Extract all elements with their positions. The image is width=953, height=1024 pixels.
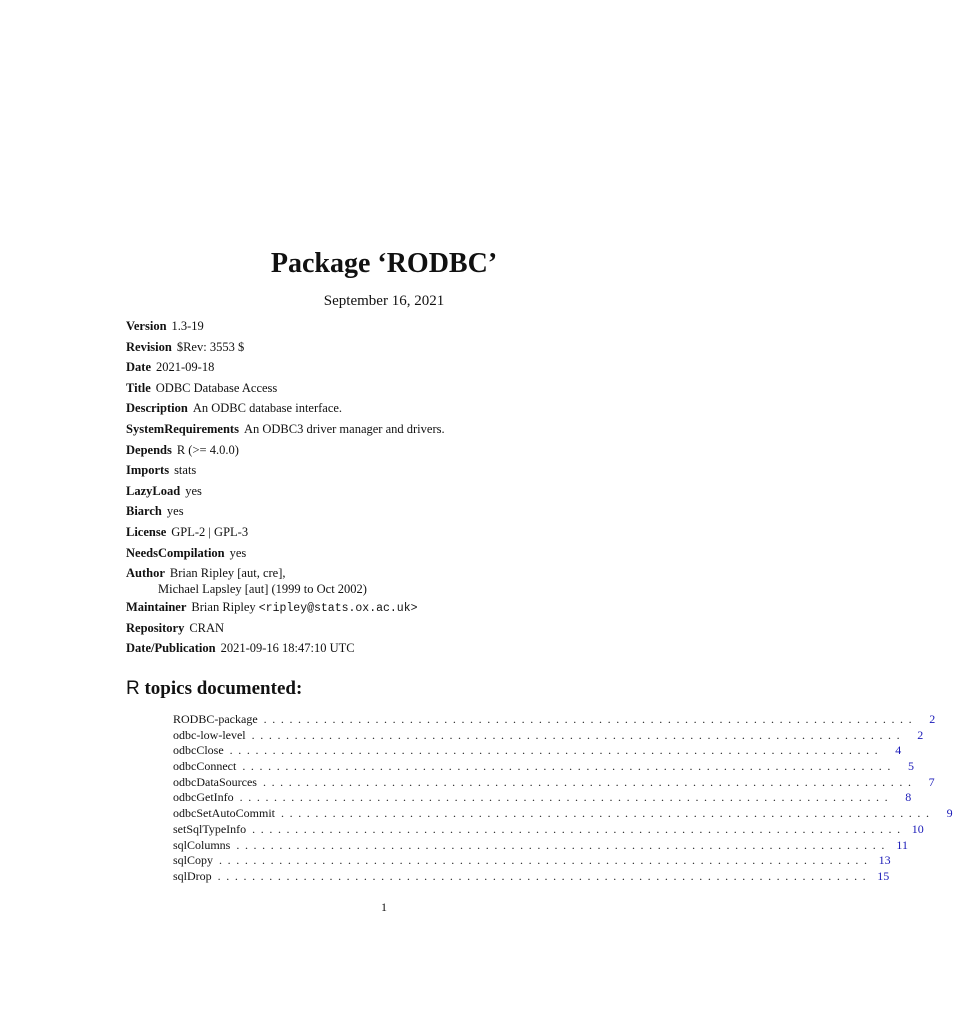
toc-entry-page[interactable]: 2 [929,712,936,726]
field-key: Repository [126,620,185,635]
toc-leader-dots: ............................................................................ [239,790,894,805]
toc-entry[interactable] [173,853,891,869]
field-value: yes [185,483,202,498]
toc-heading [126,678,302,700]
author-line-1: Brian Ripley [aut, cre], [169,566,286,581]
maintainer-name: Brian Ripley [191,600,256,615]
toc-entry-page[interactable]: 2 [917,727,924,742]
toc-entry-name[interactable]: odbcClose [173,743,224,758]
table-of-contents [173,712,953,885]
field-key: Imports [126,463,170,478]
toc-leader-dots: ............................................................................ [219,853,873,868]
toc-entry[interactable] [173,727,924,744]
toc-leader-dots: ............................................................................ [217,868,872,883]
toc-entry-name[interactable]: odbcConnect [173,759,237,774]
toc-entry-page[interactable]: 9 [946,806,953,821]
field-value: $Rev: 3553 $ [176,339,245,354]
field-key: Depends [126,442,172,457]
toc-entry-page[interactable]: 7 [928,774,935,789]
field-key: License [126,524,167,539]
toc-entry-page[interactable]: 13 [878,853,891,868]
field-value: GPL-2 | GPL-3 [171,524,249,539]
toc-entry-page[interactable]: 15 [877,868,890,883]
field-title [126,378,646,399]
toc-entry[interactable] [173,806,953,822]
author-line-2: Michael Lapsley [aut] (1999 to Oct 2002) [158,582,367,597]
toc-entry[interactable] [173,712,936,728]
toc-entry[interactable] [173,759,914,775]
maintainer-email: <ripley@stats.ox.ac.uk> [258,602,418,616]
field-key: Maintainer [126,600,187,615]
toc-heading-r: R [126,678,140,699]
toc-entry-page[interactable]: 5 [907,759,914,774]
toc-entry-name[interactable]: setSqlTypeInfo [173,821,247,836]
toc-entry[interactable] [173,837,908,854]
field-key: SystemRequirements [126,421,239,436]
toc-leader-dots: ............................................................................ [262,774,917,789]
page-title: Package ‘RODBC’ [270,248,498,279]
toc-leader-dots: ............................................................................ [263,712,918,726]
field-value: 2021-09-18 [156,360,215,375]
field-imports [126,460,646,481]
package-description-fields [126,316,646,659]
field-key: Date/Publication [126,641,216,656]
toc-entry-name[interactable]: odbc-low-level [173,727,246,742]
toc-entry-name[interactable]: sqlDrop [173,868,212,883]
field-date-publication [126,638,646,659]
publication-date: September 16, 2021 [323,293,445,309]
field-maintainer [126,597,646,618]
toc-entry[interactable] [173,774,935,791]
field-revision [126,337,646,358]
toc-entry[interactable] [173,743,902,759]
toc-entry[interactable] [173,821,924,838]
field-value: 2021-09-16 18:47:10 UTC [220,641,355,656]
field-needs-compilation [126,543,646,564]
toc-leader-dots: ............................................................................ [281,806,935,821]
toc-entry-page[interactable]: 11 [896,837,908,852]
toc-entry-name[interactable]: sqlColumns [173,837,231,852]
toc-entry[interactable] [173,868,890,885]
field-depends [126,440,646,461]
toc-entry-name[interactable]: odbcGetInfo [173,790,234,805]
field-key: LazyLoad [126,483,181,498]
field-license [126,522,646,543]
toc-entry-name[interactable]: RODBC-package [173,712,258,726]
field-key: Title [126,380,151,395]
toc-leader-dots: ............................................................................ [229,743,884,758]
field-value: yes [166,504,184,519]
field-key: Biarch [126,504,162,519]
field-value: CRAN [189,620,225,635]
field-value: An ODBC3 driver manager and drivers. [243,421,445,436]
field-value: 1.3-19 [171,319,204,333]
field-lazyload [126,481,646,502]
toc-heading-text: topics documented: [139,678,303,699]
field-version [126,316,646,337]
field-value: R (>= 4.0.0) [176,442,239,457]
field-value: An ODBC database interface. [192,401,343,416]
toc-entry-page[interactable]: 10 [911,821,924,836]
toc-entry-name[interactable]: sqlCopy [173,853,214,868]
toc-leader-dots: ............................................................................ [242,759,896,774]
toc-entry-page[interactable]: 4 [895,743,902,758]
toc-entry-page[interactable]: 8 [905,790,912,805]
field-value: ODBC Database Access [155,380,278,395]
field-biarch [126,501,646,522]
field-repository [126,618,646,639]
toc-leader-dots: ............................................................................ [251,727,906,742]
field-date [126,357,646,378]
field-key: Date [126,360,151,375]
toc-leader-dots: ............................................................................ [236,837,890,852]
field-value: yes [229,545,247,560]
field-value: stats [174,463,197,478]
toc-entry[interactable] [173,790,912,806]
field-system-requirements [126,419,646,440]
field-key: Version [126,319,167,333]
toc-entry-name[interactable]: odbcDataSources [173,774,257,789]
page-number: 1 [381,900,387,914]
field-key: NeedsCompilation [126,545,225,560]
field-key: Author [126,566,165,581]
field-key: Revision [126,339,172,354]
field-author [126,563,646,597]
toc-entry-name[interactable]: odbcSetAutoCommit [173,806,275,821]
field-key: Description [126,401,188,416]
toc-leader-dots: ............................................................................ [252,821,906,836]
field-description [126,398,646,419]
